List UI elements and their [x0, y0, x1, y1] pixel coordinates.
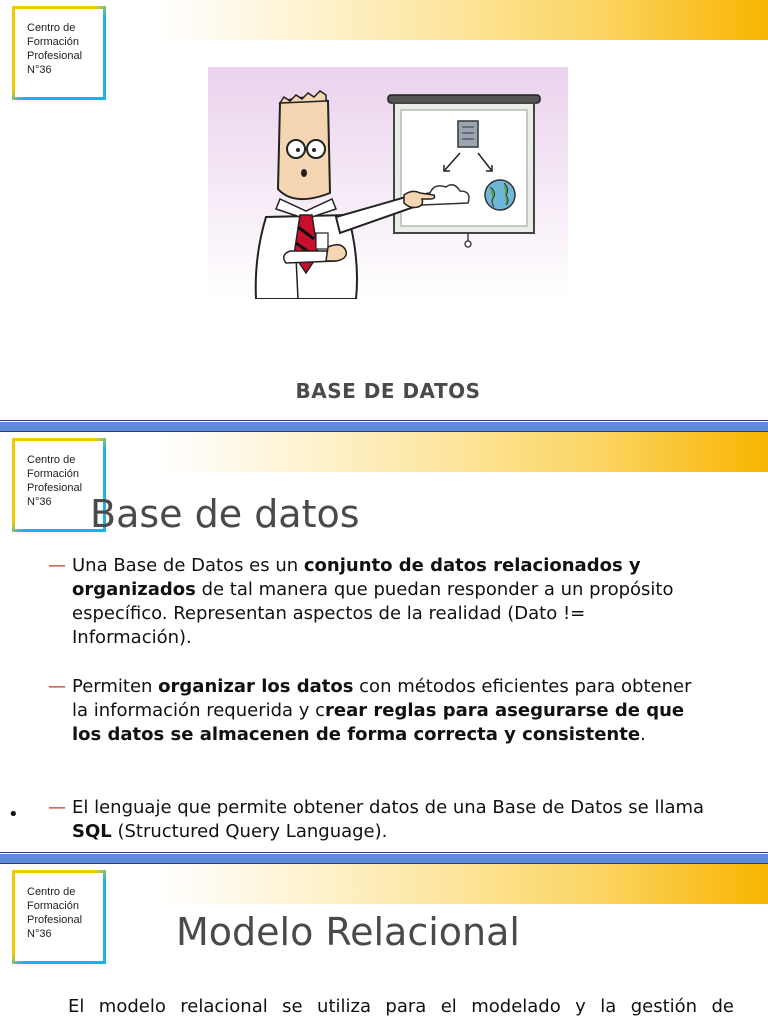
- header-gradient-bar: [160, 0, 768, 40]
- slide-2: [0, 432, 768, 852]
- bullet-segment: Permiten: [72, 676, 159, 697]
- bullet-segment: Una Base de Datos es un: [72, 555, 304, 576]
- stray-bullet-dot: •: [8, 804, 19, 825]
- slide-1-title: BASE DE DATOS: [295, 379, 481, 404]
- bullet-bold-segment: conjunto de datos relacionados y organizados: [72, 555, 641, 600]
- logo-line: Profesional: [27, 914, 83, 926]
- bullet-item: [48, 554, 708, 650]
- slide-separator: [0, 420, 768, 432]
- slide-3: [0, 864, 768, 1024]
- bullet-text: [72, 796, 708, 844]
- logo-line: Profesional: [27, 482, 83, 494]
- slide-2-title: Base de datos: [90, 492, 360, 536]
- logo-line: N°36: [27, 64, 52, 76]
- slide-3-body: El modelo relacional se utiliza para el modelado y la gestión de: [68, 996, 734, 1017]
- header-gradient-bar: [160, 432, 768, 472]
- bullet-bold-segment: organizar los datos: [158, 676, 354, 697]
- logo-line: Formación: [27, 36, 79, 48]
- bullet-text: [72, 554, 708, 650]
- logo-line: Centro de: [27, 454, 76, 466]
- bullet-bold-segment: rear reglas para asegurarse de que los datos se almacenen de forma correcta y consistente: [72, 700, 685, 745]
- bullet-segment: El lenguaje que permite obtener datos de una Base de Datos se llama: [72, 797, 705, 818]
- bullet-segment: con métodos eficientes para obtener la información requerida y c: [72, 676, 692, 721]
- presenter-illustration: [208, 67, 568, 299]
- bullet-dash: —: [48, 555, 66, 576]
- logo-line: N°36: [27, 496, 52, 508]
- globe-icon: [485, 180, 515, 210]
- bullet-dash: —: [48, 676, 66, 697]
- bullet-segment: .: [640, 724, 646, 745]
- slide-separator: [0, 852, 768, 864]
- logo-line: Formación: [27, 900, 79, 912]
- logo-line: Profesional: [27, 50, 83, 62]
- logo-line: Centro de: [27, 22, 76, 34]
- slide-3-title: Modelo Relacional: [176, 910, 520, 954]
- bullet-bold-segment: SQL: [72, 821, 112, 842]
- institution-logo: [12, 6, 106, 100]
- projection-screen-icon: [388, 95, 540, 247]
- institution-logo: [12, 870, 106, 964]
- bullet-item: [48, 796, 708, 844]
- bullet-item: [48, 675, 708, 747]
- logo-line: Centro de: [27, 886, 76, 898]
- bullet-dash: —: [48, 797, 66, 818]
- bullet-segment: (Structured Query Language).: [111, 821, 388, 842]
- bullet-text: [72, 675, 708, 747]
- slide-1: [0, 0, 768, 420]
- logo-line: Formación: [27, 468, 79, 480]
- server-building-icon: [458, 121, 478, 147]
- header-gradient-bar: [160, 864, 768, 904]
- bullet-segment: de tal manera que puedan responder a un propósito específico. Representan aspectos de la realidad (Dato != Información).: [72, 579, 674, 648]
- logo-line: N°36: [27, 928, 52, 940]
